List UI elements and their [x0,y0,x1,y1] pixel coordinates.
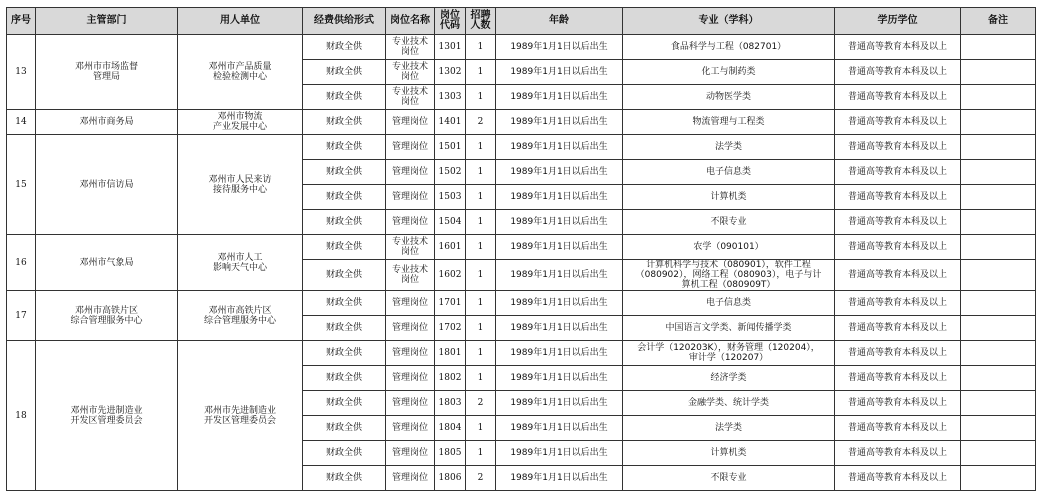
post-cell [386,35,435,60]
post-cell-line: 管理岗位 [391,448,428,458]
age-cell: 1989年1月1日以后出生 [496,85,623,110]
edu-cell: 普通高等教育本科及以上 [835,441,961,466]
edu-cell: 普通高等教育本科及以上 [835,185,961,210]
post-cell-line: 专业技术 [391,237,428,247]
post-cell [386,210,435,235]
dept-cell [36,291,178,341]
unit-cell [178,341,303,491]
post-cell [386,441,435,466]
edu-cell: 普通高等教育本科及以上 [835,316,961,341]
post-cell [386,185,435,210]
major-cell-line: 动物医学类 [705,92,751,102]
edu-cell: 普通高等教育本科及以上 [835,366,961,391]
code-cell: 1502 [435,160,466,185]
major-cell [623,260,835,291]
age-cell: 1989年1月1日以后出生 [496,110,623,135]
post-cell [386,291,435,316]
code-cell: 1804 [435,416,466,441]
fund-cell: 财政全供 [303,441,386,466]
edu-cell: 普通高等教育本科及以上 [835,341,961,366]
edu-cell: 普通高等教育本科及以上 [835,110,961,135]
major-cell-line: 经济学类 [710,373,747,383]
num-cell: 1 [466,366,496,391]
major-cell-line: 会计学（120203K），财务管理（120204）， [637,343,820,353]
num-cell: 1 [466,135,496,160]
major-cell-line: （080902），网络工程（080903），电子与计 [635,270,822,280]
code-cell: 1601 [435,235,466,260]
note-cell [961,235,1036,260]
major-cell [623,35,835,60]
fund-cell: 财政全供 [303,160,386,185]
unit-cell-line: 邓州市高铁片区 [208,305,272,316]
edu-cell: 普通高等教育本科及以上 [835,291,961,316]
post-cell [386,391,435,416]
edu-cell: 普通高等教育本科及以上 [835,235,961,260]
note-cell [961,110,1036,135]
note-cell [961,441,1036,466]
note-cell [961,185,1036,210]
age-cell: 1989年1月1日以后出生 [496,466,623,491]
dept-cell-line: 邓州市商务局 [79,117,134,127]
post-cell [386,110,435,135]
age-cell: 1989年1月1日以后出生 [496,210,623,235]
post-cell-line: 管理岗位 [391,192,428,202]
unit-cell-line: 邓州市产品质量 [208,62,272,72]
major-cell-line: 物流管理与工程类 [692,117,765,127]
post-cell-line: 管理岗位 [391,217,428,227]
unit-cell-line: 接待服务中心 [212,184,267,195]
num-cell: 1 [466,85,496,110]
code-cell: 1401 [435,110,466,135]
post-cell-line: 管理岗位 [391,323,428,333]
fund-cell: 财政全供 [303,185,386,210]
dept-cell [36,135,178,235]
note-cell [961,341,1036,366]
unit-cell [178,291,303,341]
code-cell: 1802 [435,366,466,391]
major-cell-line: 电子信息类 [705,167,751,177]
code-cell: 1301 [435,35,466,60]
num-cell: 1 [466,291,496,316]
post-cell-line: 岗位 [400,72,419,82]
age-cell: 1989年1月1日以后出生 [496,341,623,366]
age-cell: 1989年1月1日以后出生 [496,135,623,160]
edu-cell: 普通高等教育本科及以上 [835,60,961,85]
major-cell-line: 电子信息类 [705,298,751,308]
code-cell: 1702 [435,316,466,341]
fund-cell: 财政全供 [303,260,386,291]
post-cell [386,416,435,441]
table-row [7,235,1036,260]
age-cell: 1989年1月1日以后出生 [496,441,623,466]
post-cell [386,366,435,391]
code-cell: 1503 [435,185,466,210]
major-cell [623,341,835,366]
post-cell-line: 管理岗位 [391,117,428,127]
num-cell: 1 [466,185,496,210]
major-cell-line: 计算机类 [710,192,747,202]
major-cell-line: 计算机类 [710,448,747,458]
code-cell: 1303 [435,85,466,110]
num-cell: 2 [466,110,496,135]
major-cell [623,291,835,316]
post-cell-line: 管理岗位 [391,298,428,308]
seq-cell: 13 [7,35,36,110]
note-cell [961,260,1036,291]
num-cell: 1 [466,160,496,185]
num-cell: 1 [466,35,496,60]
major-cell [623,135,835,160]
note-cell [961,416,1036,441]
fund-cell: 财政全供 [303,416,386,441]
unit-cell-line: 影响天气中心 [212,262,267,273]
code-cell: 1504 [435,210,466,235]
age-cell: 1989年1月1日以后出生 [496,260,623,291]
post-cell-line: 岗位 [400,47,419,57]
code-cell: 1801 [435,341,466,366]
unit-cell-line: 检验检测中心 [212,72,267,82]
note-cell [961,391,1036,416]
header-fund: 经费供给形式 [303,8,386,35]
major-cell [623,185,835,210]
major-cell [623,366,835,391]
table-row [7,341,1036,366]
note-cell [961,135,1036,160]
post-cell [386,341,435,366]
num-cell: 1 [466,316,496,341]
edu-cell: 普通高等教育本科及以上 [835,85,961,110]
header-num: 招聘人数 [466,8,496,35]
age-cell: 1989年1月1日以后出生 [496,416,623,441]
seq-cell: 15 [7,135,36,235]
note-cell [961,210,1036,235]
major-cell [623,60,835,85]
code-cell: 1803 [435,391,466,416]
unit-cell [178,110,303,135]
unit-cell-line: 综合管理服务中心 [203,315,276,326]
fund-cell: 财政全供 [303,85,386,110]
unit-cell-line: 邓州市先进制造业 [203,405,276,416]
note-cell [961,316,1036,341]
unit-cell-line: 邓州市物流 [217,112,263,122]
major-cell [623,391,835,416]
fund-cell: 财政全供 [303,35,386,60]
major-cell-line: 不限专业 [710,473,747,483]
dept-cell-line: 邓州市信访局 [79,179,134,190]
num-cell: 1 [466,260,496,291]
header-edu: 学历学位 [835,8,961,35]
age-cell: 1989年1月1日以后出生 [496,235,623,260]
header-code: 岗位代码 [435,8,466,35]
post-cell-line: 专业技术 [391,265,428,275]
header-major: 专业（学科） [623,8,835,35]
age-cell: 1989年1月1日以后出生 [496,391,623,416]
major-cell-line: 法学类 [714,423,742,433]
num-cell: 2 [466,391,496,416]
dept-cell-line: 邓州市气象局 [79,257,134,268]
major-cell-line: 审计学（120207） [688,353,769,363]
num-cell: 1 [466,416,496,441]
post-cell-line: 管理岗位 [391,398,428,408]
note-cell [961,160,1036,185]
dept-cell [36,35,178,110]
age-cell: 1989年1月1日以后出生 [496,185,623,210]
code-cell: 1701 [435,291,466,316]
dept-cell-line: 邓州市先进制造业 [70,405,143,416]
post-cell [386,60,435,85]
seq-cell: 17 [7,291,36,341]
fund-cell: 财政全供 [303,210,386,235]
fund-cell: 财政全供 [303,341,386,366]
major-cell [623,210,835,235]
num-cell: 1 [466,210,496,235]
header-dept: 主管部门 [36,8,178,35]
header-seq: 序号 [7,8,36,35]
post-cell-line: 管理岗位 [391,423,428,433]
post-cell-line: 专业技术 [391,37,428,47]
code-cell: 1302 [435,60,466,85]
table-row [7,35,1036,60]
post-cell-line: 管理岗位 [391,167,428,177]
code-cell: 1501 [435,135,466,160]
major-cell-line: 食品科学与工程（082701） [670,42,787,52]
table-row [7,135,1036,160]
major-cell-line: 金融学类、统计学类 [687,398,769,408]
seq-cell: 18 [7,341,36,491]
unit-cell-line: 邓州市人民来访 [208,174,272,185]
dept-cell-line: 管理局 [92,72,120,82]
major-cell-line: 化工与制药类 [701,67,756,77]
major-cell [623,466,835,491]
header-unit: 用人单位 [178,8,303,35]
major-cell [623,235,835,260]
num-cell: 1 [466,60,496,85]
major-cell [623,316,835,341]
dept-cell [36,341,178,491]
note-cell [961,291,1036,316]
code-cell: 1602 [435,260,466,291]
age-cell: 1989年1月1日以后出生 [496,366,623,391]
unit-cell-line: 邓州市人工 [217,252,263,263]
post-cell-line: 管理岗位 [391,373,428,383]
fund-cell: 财政全供 [303,235,386,260]
fund-cell: 财政全供 [303,60,386,85]
edu-cell: 普通高等教育本科及以上 [835,35,961,60]
edu-cell: 普通高等教育本科及以上 [835,391,961,416]
post-cell [386,235,435,260]
age-cell: 1989年1月1日以后出生 [496,60,623,85]
recruitment-table [6,7,1036,491]
major-cell-line: 中国语言文学类、新闻传播学类 [665,323,792,333]
post-cell [386,160,435,185]
edu-cell: 普通高等教育本科及以上 [835,466,961,491]
table-row [7,110,1036,135]
dept-cell-line: 开发区管理委员会 [70,415,143,426]
note-cell [961,60,1036,85]
note-cell [961,466,1036,491]
edu-cell: 普通高等教育本科及以上 [835,135,961,160]
unit-cell-line: 产业发展中心 [212,122,267,132]
major-cell [623,85,835,110]
unit-cell [178,135,303,235]
note-cell [961,35,1036,60]
post-cell [386,316,435,341]
header-post: 岗位名称 [386,8,435,35]
major-cell-line: 计算机科学与技术（080901），软件工程 [646,260,811,270]
major-cell [623,110,835,135]
fund-cell: 财政全供 [303,391,386,416]
fund-cell: 财政全供 [303,316,386,341]
edu-cell: 普通高等教育本科及以上 [835,210,961,235]
seq-cell: 16 [7,235,36,291]
post-cell-line: 管理岗位 [391,473,428,483]
post-cell-line: 专业技术 [391,62,428,72]
dept-cell [36,110,178,135]
seq-cell: 14 [7,110,36,135]
post-cell [386,135,435,160]
table-body [7,35,1036,491]
num-cell: 1 [466,441,496,466]
fund-cell: 财政全供 [303,135,386,160]
age-cell: 1989年1月1日以后出生 [496,35,623,60]
major-cell-line: 算机工程（080909T） [681,280,776,290]
age-cell: 1989年1月1日以后出生 [496,316,623,341]
fund-cell: 财政全供 [303,366,386,391]
post-cell [386,260,435,291]
major-cell [623,160,835,185]
edu-cell: 普通高等教育本科及以上 [835,260,961,291]
post-cell [386,85,435,110]
unit-cell [178,35,303,110]
header-row [7,8,1036,35]
dept-cell-line: 综合管理服务中心 [70,315,143,326]
edu-cell: 普通高等教育本科及以上 [835,160,961,185]
dept-cell-line: 邓州市高铁片区 [74,305,138,316]
dept-cell [36,235,178,291]
code-cell: 1805 [435,441,466,466]
unit-cell-line: 开发区管理委员会 [203,415,276,426]
dept-cell-line: 邓州市市场监督 [74,62,138,72]
header-age: 年龄 [496,8,623,35]
post-cell-line: 专业技术 [391,87,428,97]
fund-cell: 财政全供 [303,291,386,316]
unit-cell [178,235,303,291]
num-cell: 2 [466,466,496,491]
post-cell-line: 管理岗位 [391,348,428,358]
post-cell-line: 岗位 [400,97,419,107]
major-cell [623,441,835,466]
age-cell: 1989年1月1日以后出生 [496,160,623,185]
edu-cell: 普通高等教育本科及以上 [835,416,961,441]
note-cell [961,366,1036,391]
note-cell [961,85,1036,110]
fund-cell: 财政全供 [303,110,386,135]
fund-cell: 财政全供 [303,466,386,491]
num-cell: 1 [466,341,496,366]
header-note: 备注 [961,8,1036,35]
code-cell: 1806 [435,466,466,491]
post-cell-line: 岗位 [400,275,419,285]
major-cell-line: 法学类 [714,142,742,152]
major-cell [623,416,835,441]
table-row [7,291,1036,316]
age-cell: 1989年1月1日以后出生 [496,291,623,316]
major-cell-line: 农学（090101） [693,242,764,252]
post-cell-line: 岗位 [400,247,419,257]
num-cell: 1 [466,235,496,260]
post-cell [386,466,435,491]
post-cell-line: 管理岗位 [391,142,428,152]
major-cell-line: 不限专业 [710,217,747,227]
